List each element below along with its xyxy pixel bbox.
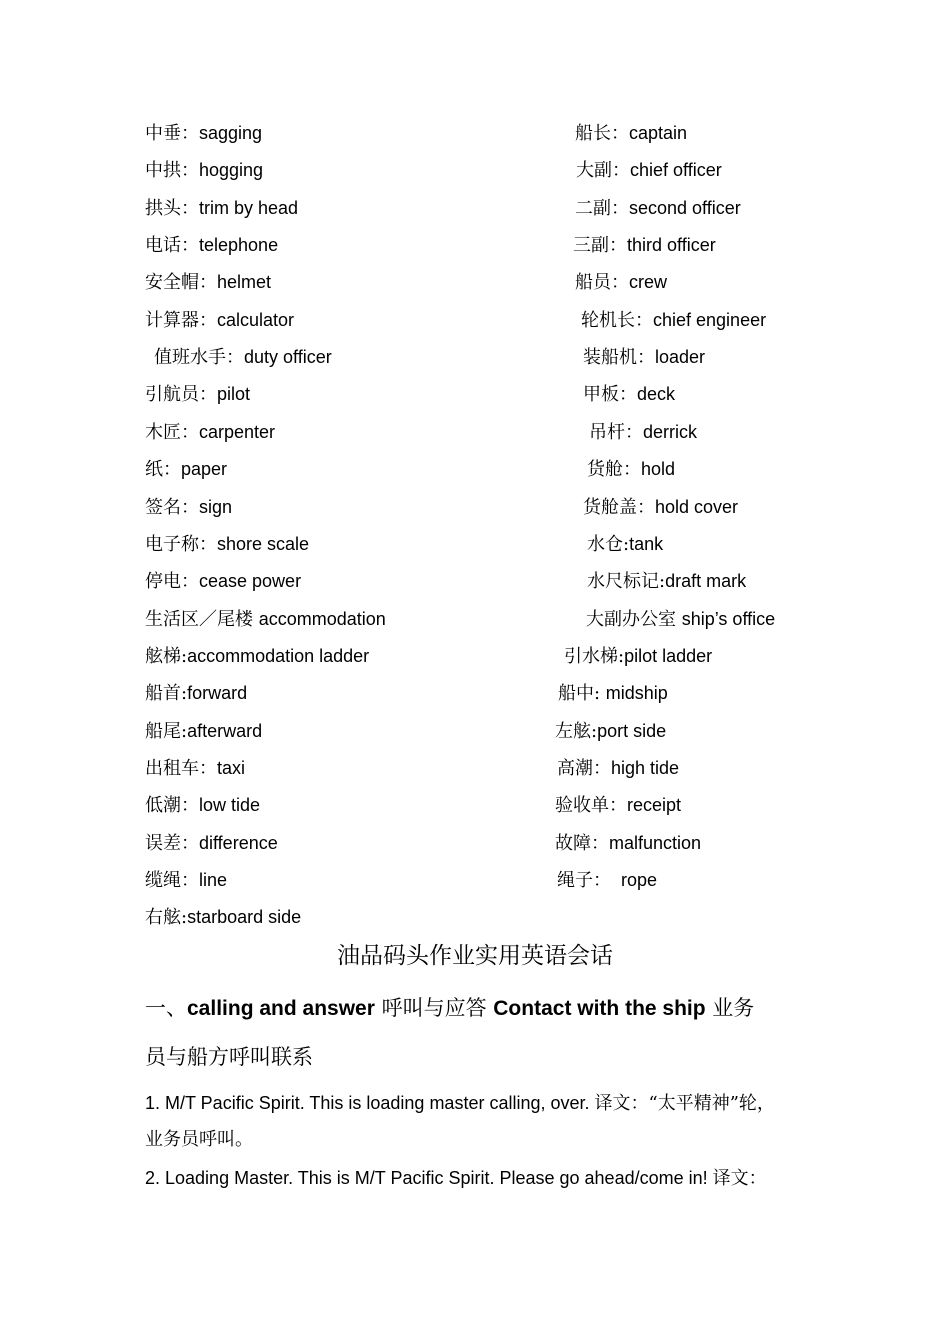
term-english: afterward bbox=[187, 720, 263, 741]
term-english: hold bbox=[641, 459, 676, 480]
term-english: taxi bbox=[217, 757, 246, 778]
term-english: low tide bbox=[199, 795, 261, 816]
glossary-term-right bbox=[589, 417, 697, 447]
term-chinese: 木匠： bbox=[145, 421, 199, 443]
dialog-line bbox=[145, 1163, 815, 1194]
term-chinese: 缆绳： bbox=[145, 870, 199, 891]
term-chinese: 右舷: bbox=[145, 907, 188, 929]
term-chinese: 计算器： bbox=[145, 309, 217, 331]
heading-bold-english: calling and answer bbox=[187, 997, 375, 1020]
term-english: midship bbox=[605, 683, 668, 704]
term-english: paper bbox=[181, 459, 228, 480]
term-english: telephone bbox=[199, 235, 279, 256]
glossary-term-right bbox=[573, 230, 716, 260]
glossary-term-right bbox=[576, 155, 722, 185]
glossary-term-left bbox=[145, 454, 227, 484]
dialog-english: 2. Loading Master. This is M/T Pacific Spirit. Please go ahead/come in! bbox=[145, 1168, 713, 1188]
glossary-term-right bbox=[575, 118, 687, 148]
term-english: forward bbox=[187, 683, 248, 704]
term-chinese: 装船机： bbox=[583, 347, 655, 369]
heading-prefix: 一、 bbox=[145, 996, 187, 1020]
term-chinese: 验收单： bbox=[555, 795, 627, 817]
glossary-term-left bbox=[145, 193, 298, 223]
glossary-term-left bbox=[145, 753, 245, 783]
term-english: accommodation ladder bbox=[187, 645, 370, 666]
term-chinese: 绳子： bbox=[557, 870, 611, 891]
glossary-term-right bbox=[581, 305, 766, 335]
term-chinese: 水仓: bbox=[587, 533, 630, 555]
glossary-term-left bbox=[145, 641, 369, 671]
term-chinese: 引水梯: bbox=[564, 645, 625, 667]
glossary-term-left bbox=[145, 716, 262, 746]
term-english: receipt bbox=[627, 795, 682, 816]
term-english: draft mark bbox=[665, 571, 747, 592]
glossary-term-left bbox=[145, 902, 301, 932]
term-english: derrick bbox=[643, 421, 698, 442]
term-english: port side bbox=[597, 720, 667, 741]
term-english: hogging bbox=[199, 160, 264, 181]
term-chinese: 电子称： bbox=[145, 533, 217, 555]
term-english: pilot bbox=[217, 384, 251, 405]
term-chinese: 值班水手： bbox=[154, 347, 244, 369]
glossary-term-right bbox=[557, 753, 679, 783]
term-chinese: 左舷: bbox=[555, 720, 598, 742]
glossary-term-right bbox=[583, 492, 738, 522]
term-english: calculator bbox=[217, 309, 295, 330]
term-english: shore scale bbox=[217, 533, 310, 554]
term-chinese: 停电： bbox=[145, 571, 199, 593]
term-english: accommodation bbox=[258, 608, 386, 629]
term-english: cease power bbox=[199, 571, 302, 592]
term-chinese: 船长： bbox=[575, 123, 629, 144]
term-chinese: 货舱： bbox=[587, 459, 641, 481]
term-chinese: 船员： bbox=[575, 272, 629, 294]
section-title: 油品码头作业实用英语会话 bbox=[337, 943, 613, 969]
term-english: duty officer bbox=[244, 347, 332, 368]
term-chinese: 拱头： bbox=[145, 197, 199, 219]
term-chinese: 引航员： bbox=[145, 384, 217, 406]
term-chinese: 三副： bbox=[573, 235, 627, 257]
term-english: deck bbox=[637, 384, 676, 405]
term-english: helmet bbox=[217, 272, 272, 293]
glossary-term-right bbox=[587, 529, 663, 559]
section-heading-continued: 员与船方呼叫联系 bbox=[145, 1045, 313, 1069]
glossary-term-left bbox=[145, 678, 247, 708]
term-chinese: 低潮： bbox=[145, 795, 199, 817]
term-chinese: 签名： bbox=[145, 496, 199, 518]
term-english: tank bbox=[629, 533, 664, 554]
term-english: pilot ladder bbox=[624, 645, 713, 666]
term-english: sagging bbox=[199, 123, 263, 143]
glossary-term-left bbox=[145, 155, 263, 185]
term-chinese: 船尾: bbox=[145, 720, 188, 742]
term-chinese: 纸： bbox=[145, 459, 181, 481]
glossary-term-left bbox=[145, 267, 271, 297]
glossary-term-right bbox=[575, 267, 667, 297]
glossary-term-right bbox=[555, 828, 701, 858]
glossary-term-left bbox=[154, 342, 332, 372]
glossary-term-right bbox=[583, 379, 675, 409]
term-english: crew bbox=[629, 272, 668, 293]
term-english: carpenter bbox=[199, 421, 276, 442]
term-chinese: 高潮： bbox=[557, 757, 611, 779]
term-chinese: 生活区／尾楼 bbox=[145, 608, 259, 630]
term-chinese: 轮机长： bbox=[581, 309, 653, 331]
term-chinese: 大副办公室 bbox=[586, 608, 682, 630]
glossary-term-right bbox=[555, 790, 681, 820]
glossary-term-left bbox=[145, 492, 232, 522]
term-chinese: 水尺标记: bbox=[587, 571, 666, 593]
glossary-term-right bbox=[583, 342, 705, 372]
term-chinese: 船中: bbox=[558, 683, 606, 705]
term-chinese: 电话： bbox=[145, 235, 199, 257]
term-english: loader bbox=[655, 347, 706, 368]
term-english: hold cover bbox=[655, 496, 739, 517]
glossary-term-right bbox=[558, 678, 668, 708]
term-english: sign bbox=[199, 496, 233, 517]
term-english: chief officer bbox=[630, 160, 722, 181]
dialog-translation-continued: 业务员呼叫。 bbox=[145, 1129, 253, 1150]
glossary-term-right bbox=[557, 865, 657, 895]
term-chinese: 误差： bbox=[145, 832, 199, 854]
glossary-term-left bbox=[145, 529, 309, 559]
term-chinese: 出租车： bbox=[145, 757, 217, 779]
glossary-term-left bbox=[145, 305, 294, 335]
term-english: line bbox=[199, 870, 228, 890]
term-chinese: 中拱： bbox=[145, 160, 199, 182]
section-heading bbox=[145, 990, 825, 1027]
glossary-term-right bbox=[555, 716, 666, 746]
glossary-term-left bbox=[145, 604, 386, 634]
term-english: difference bbox=[199, 832, 278, 853]
term-chinese: 二副： bbox=[575, 197, 629, 219]
term-english: second officer bbox=[629, 197, 741, 218]
glossary-term-left bbox=[145, 417, 275, 447]
term-english: ship’s office bbox=[681, 608, 776, 629]
dialog-line bbox=[145, 1088, 815, 1119]
heading-bold-english: Contact with the ship bbox=[493, 997, 706, 1020]
glossary-term-right bbox=[587, 454, 675, 484]
glossary-term-right bbox=[587, 566, 746, 596]
term-chinese: 安全帽： bbox=[145, 272, 217, 294]
term-chinese: 舷梯: bbox=[145, 645, 188, 667]
glossary-term-left bbox=[145, 790, 260, 820]
heading-chinese: 呼叫与应答 bbox=[374, 996, 494, 1020]
term-english: captain bbox=[629, 123, 688, 143]
glossary-term-right bbox=[586, 604, 775, 634]
glossary-term-left bbox=[145, 865, 227, 895]
term-chinese: 中垂： bbox=[145, 123, 199, 144]
glossary-term-right bbox=[575, 193, 741, 223]
term-english: trim by head bbox=[199, 197, 299, 218]
glossary-term-left bbox=[145, 828, 278, 858]
term-english: starboard side bbox=[187, 907, 302, 928]
glossary-term-left bbox=[145, 118, 262, 148]
term-english: chief engineer bbox=[653, 309, 767, 330]
glossary-term-right bbox=[564, 641, 712, 671]
term-chinese: 船首: bbox=[145, 683, 188, 705]
term-chinese: 吊杆： bbox=[589, 421, 643, 443]
dialog-translation: 译文： bbox=[712, 1168, 767, 1189]
term-chinese: 甲板： bbox=[583, 384, 637, 406]
glossary-term-left bbox=[145, 230, 278, 260]
term-english: high tide bbox=[611, 757, 680, 778]
heading-chinese: 业务 bbox=[705, 996, 755, 1020]
dialog-english: 1. M/T Pacific Spirit. This is loading master calling, over. bbox=[145, 1093, 595, 1113]
dialog-translation: 译文：“太平精神”轮， bbox=[594, 1093, 775, 1114]
term-english: rope bbox=[611, 870, 658, 890]
term-chinese: 故障： bbox=[555, 832, 609, 854]
term-english: third officer bbox=[627, 235, 716, 256]
glossary-term-left bbox=[145, 566, 301, 596]
term-chinese: 大副： bbox=[576, 160, 630, 182]
term-chinese: 货舱盖： bbox=[583, 496, 655, 518]
term-english: malfunction bbox=[609, 832, 702, 853]
glossary-term-left bbox=[145, 379, 250, 409]
